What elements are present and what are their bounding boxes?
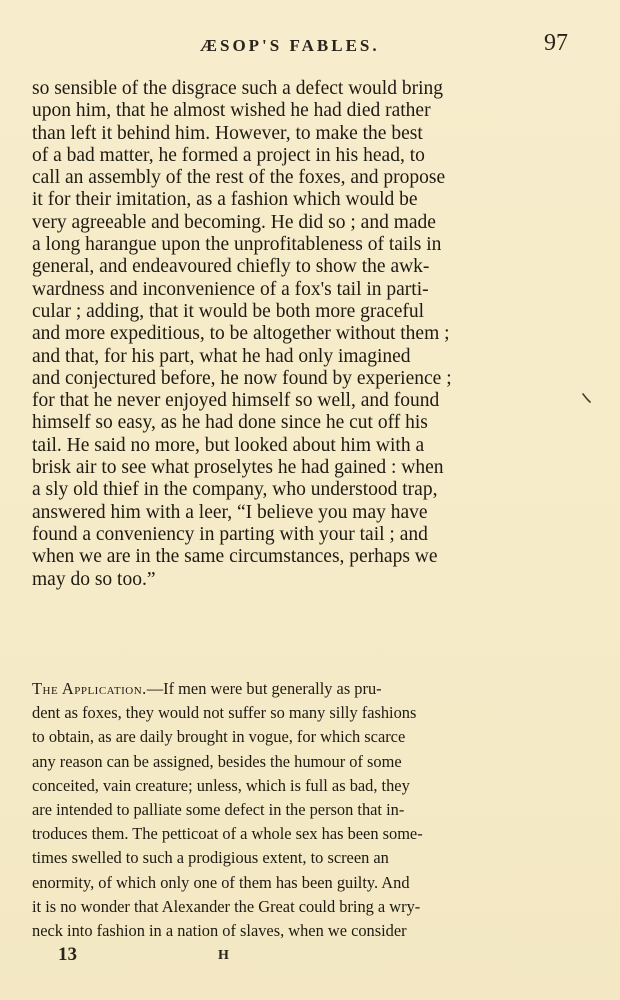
application-line: it is no wonder that Alexander the Great could bring a wry- [32, 896, 421, 916]
signature-number: 13 [58, 944, 77, 965]
application-first-line-text: —If men were but generally as pru- [146, 679, 382, 698]
application-line: troduces them. The petticoat of a whole sex has been some- [32, 824, 423, 844]
text-line: so sensible of the disgrace such a defect would bring [32, 78, 444, 99]
margin-mark-icon [582, 392, 591, 404]
application-line: are intended to palliate some defect in the person that in- [32, 800, 405, 820]
text-line: than left it behind him. However, to make the best [32, 122, 423, 144]
text-line: and that, for his part, what he had only imagined [32, 345, 411, 367]
gathering-letter: H [218, 948, 229, 963]
application-line: enormity, of which only one of them has been guilty. And [32, 872, 410, 892]
application-label: The Application. [32, 679, 147, 698]
text-line: a long harangue upon the unprofitableness of tails in [32, 234, 442, 256]
text-line: himself so easy, as he had done since he cut off his [32, 412, 428, 434]
fable-body-text [32, 78, 566, 591]
text-line: when we are in the same circumstances, perhaps we [32, 546, 438, 568]
text-line: brisk air to see what proselytes he had gained : when [32, 457, 444, 479]
text-line: general, and endeavoured chiefly to show the awk- [32, 256, 430, 278]
text-line: upon him, that he almost wished he had died rather [32, 100, 431, 122]
text-line: call an assembly of the rest of the foxes, and propose [32, 167, 446, 189]
application-line: to obtain, as are daily brought in vogue, for which scarce [32, 727, 406, 747]
text-line: and conjectured before, he now found by experience ; [32, 367, 452, 389]
text-line: a sly old thief in the company, who understood trap, [32, 479, 438, 501]
text-line: very agreeable and becoming. He did so ; and made [32, 211, 436, 233]
text-line: it for their imitation, as a fashion which would be [32, 189, 418, 211]
application-line: times swelled to such a prodigious extent, to screen an [32, 848, 389, 868]
text-line: for that he never enjoyed himself so well, and found [32, 390, 440, 412]
text-line: may do so too.” [32, 568, 156, 590]
application-line: neck into fashion in a nation of slaves, when we consider [32, 921, 407, 941]
text-line: found a conveniency in parting with your tail ; and [32, 523, 428, 545]
application-paragraph [32, 677, 568, 943]
text-line: cular ; adding, that it would be both more graceful [32, 300, 425, 322]
application-line: dent as foxes, they would not suffer so many silly fashions [32, 703, 417, 723]
application-line: conceited, vain creature; unless, which is full as bad, they [32, 775, 410, 795]
text-line: answered him with a leer, “I believe you may have [32, 501, 428, 523]
page-number: 97 [544, 30, 568, 56]
text-line: tail. He said no more, but looked about him with a [32, 434, 425, 456]
application-line: any reason can be assigned, besides the humour of some [32, 751, 402, 771]
application-first-line [32, 677, 568, 701]
text-line: of a bad matter, he formed a project in his head, to [32, 144, 425, 166]
text-line: wardness and inconvenience of a fox's tail in parti- [32, 278, 429, 300]
text-line: and more expeditious, to be altogether without them ; [32, 323, 450, 345]
running-title: ÆSOP'S FABLES. [200, 36, 380, 55]
